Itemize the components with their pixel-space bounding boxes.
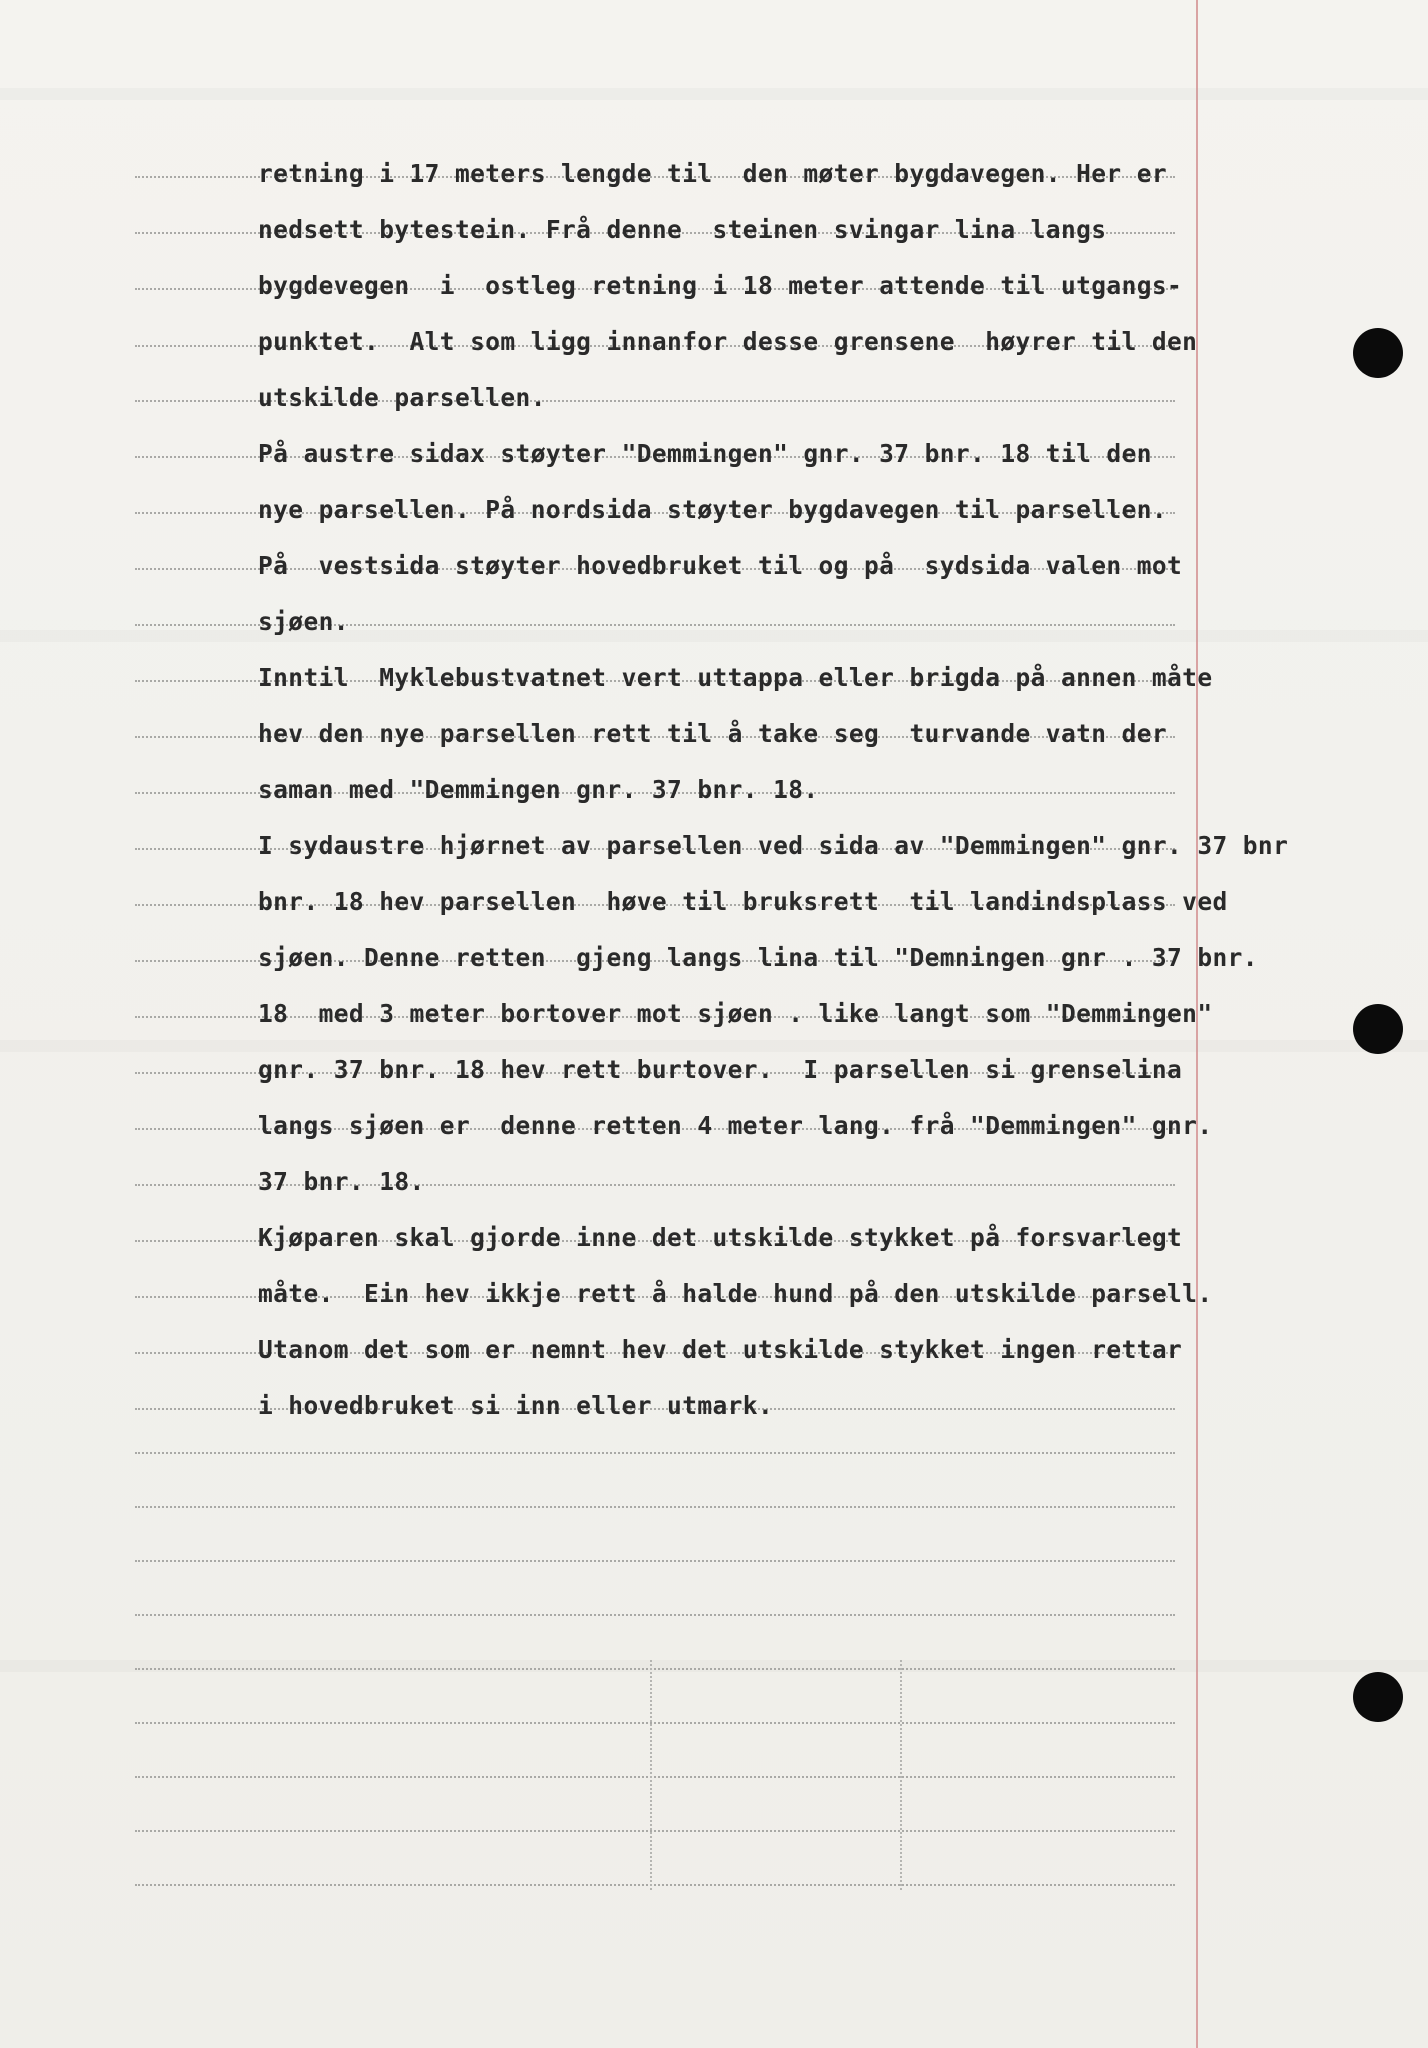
ruled-line bbox=[135, 1614, 1175, 1616]
text-line-15: sjøen. Denne retten gjeng langs lina til "Demningen gnr . 37 bnr. bbox=[258, 943, 1258, 972]
text-line-1: retning i 17 meters lengde til den møter bygdavegen. Her er bbox=[258, 159, 1168, 188]
punch-hole bbox=[1353, 328, 1403, 378]
text-line-8: På vestsida støyter hovedbruket til og på sydsida valen mot bbox=[258, 551, 1183, 580]
ruled-line bbox=[135, 1560, 1175, 1562]
text-line-12: saman med "Demmingen gnr. 37 bnr. 18. bbox=[258, 775, 819, 804]
ruled-line bbox=[135, 1668, 1175, 1670]
text-line-17: gnr. 37 bnr. 18 hev rett burtover. I parsellen si grenselina bbox=[258, 1055, 1183, 1084]
text-line-14: bnr. 18 hev parsellen høve til bruksrett til landindsplass ved bbox=[258, 887, 1228, 916]
text-line-2: nedsett bytestein. Frå denne steinen svingar lina langs bbox=[258, 215, 1107, 244]
show-through-band bbox=[0, 1040, 1428, 1052]
ruled-line bbox=[135, 1506, 1175, 1508]
ruled-line bbox=[135, 1830, 1175, 1832]
show-through-band bbox=[0, 630, 1428, 642]
text-line-11: hev den nye parsellen rett til å take seg turvande vatn der bbox=[258, 719, 1168, 748]
text-line-3: bygdevegen i ostleg retning i 18 meter attende til utgangs- bbox=[258, 271, 1183, 300]
ruled-line bbox=[135, 1884, 1175, 1886]
text-line-19: 37 bnr. 18. bbox=[258, 1167, 425, 1196]
text-line-21: måte. Ein hev ikkje rett å halde hund på den utskilde parsell. bbox=[258, 1279, 1213, 1308]
text-line-9: sjøen. bbox=[258, 607, 349, 636]
text-line-23: i hovedbruket si inn eller utmark. bbox=[258, 1391, 774, 1420]
text-line-18: langs sjøen er denne retten 4 meter lang. frå "Demmingen" gnr. bbox=[258, 1111, 1213, 1140]
text-line-20: Kjøparen skal gjorde inne det utskilde stykket på forsvarlegt bbox=[258, 1223, 1183, 1252]
show-through-band bbox=[0, 88, 1428, 100]
show-through-band bbox=[0, 1660, 1428, 1672]
text-line-5: utskilde parsellen. bbox=[258, 383, 546, 412]
text-line-22: Utanom det som er nemnt hev det utskilde stykket ingen rettar bbox=[258, 1335, 1183, 1364]
column-divider bbox=[900, 1660, 902, 1890]
ruled-line bbox=[135, 1776, 1175, 1778]
ruled-line bbox=[135, 1452, 1175, 1454]
text-line-16: 18 med 3 meter bortover mot sjøen . like langt som "Demmingen" bbox=[258, 999, 1213, 1028]
text-line-7: nye parsellen. På nordsida støyter bygdavegen til parsellen. bbox=[258, 495, 1168, 524]
text-line-10: Inntil Myklebustvatnet vert uttappa eller brigda på annen måte bbox=[258, 663, 1213, 692]
text-line-6: På austre sidax støyter "Demmingen" gnr. 37 bnr. 18 til den bbox=[258, 439, 1152, 468]
text-line-4: punktet. Alt som ligg innanfor desse grensene høyrer til den bbox=[258, 327, 1198, 356]
punch-hole bbox=[1353, 1672, 1403, 1722]
text-line-13: I sydaustre hjørnet av parsellen ved sida av "Demmingen" gnr. 37 bnr bbox=[258, 831, 1289, 860]
punch-hole bbox=[1353, 1004, 1403, 1054]
ruled-line bbox=[135, 1722, 1175, 1724]
column-divider bbox=[650, 1660, 652, 1890]
